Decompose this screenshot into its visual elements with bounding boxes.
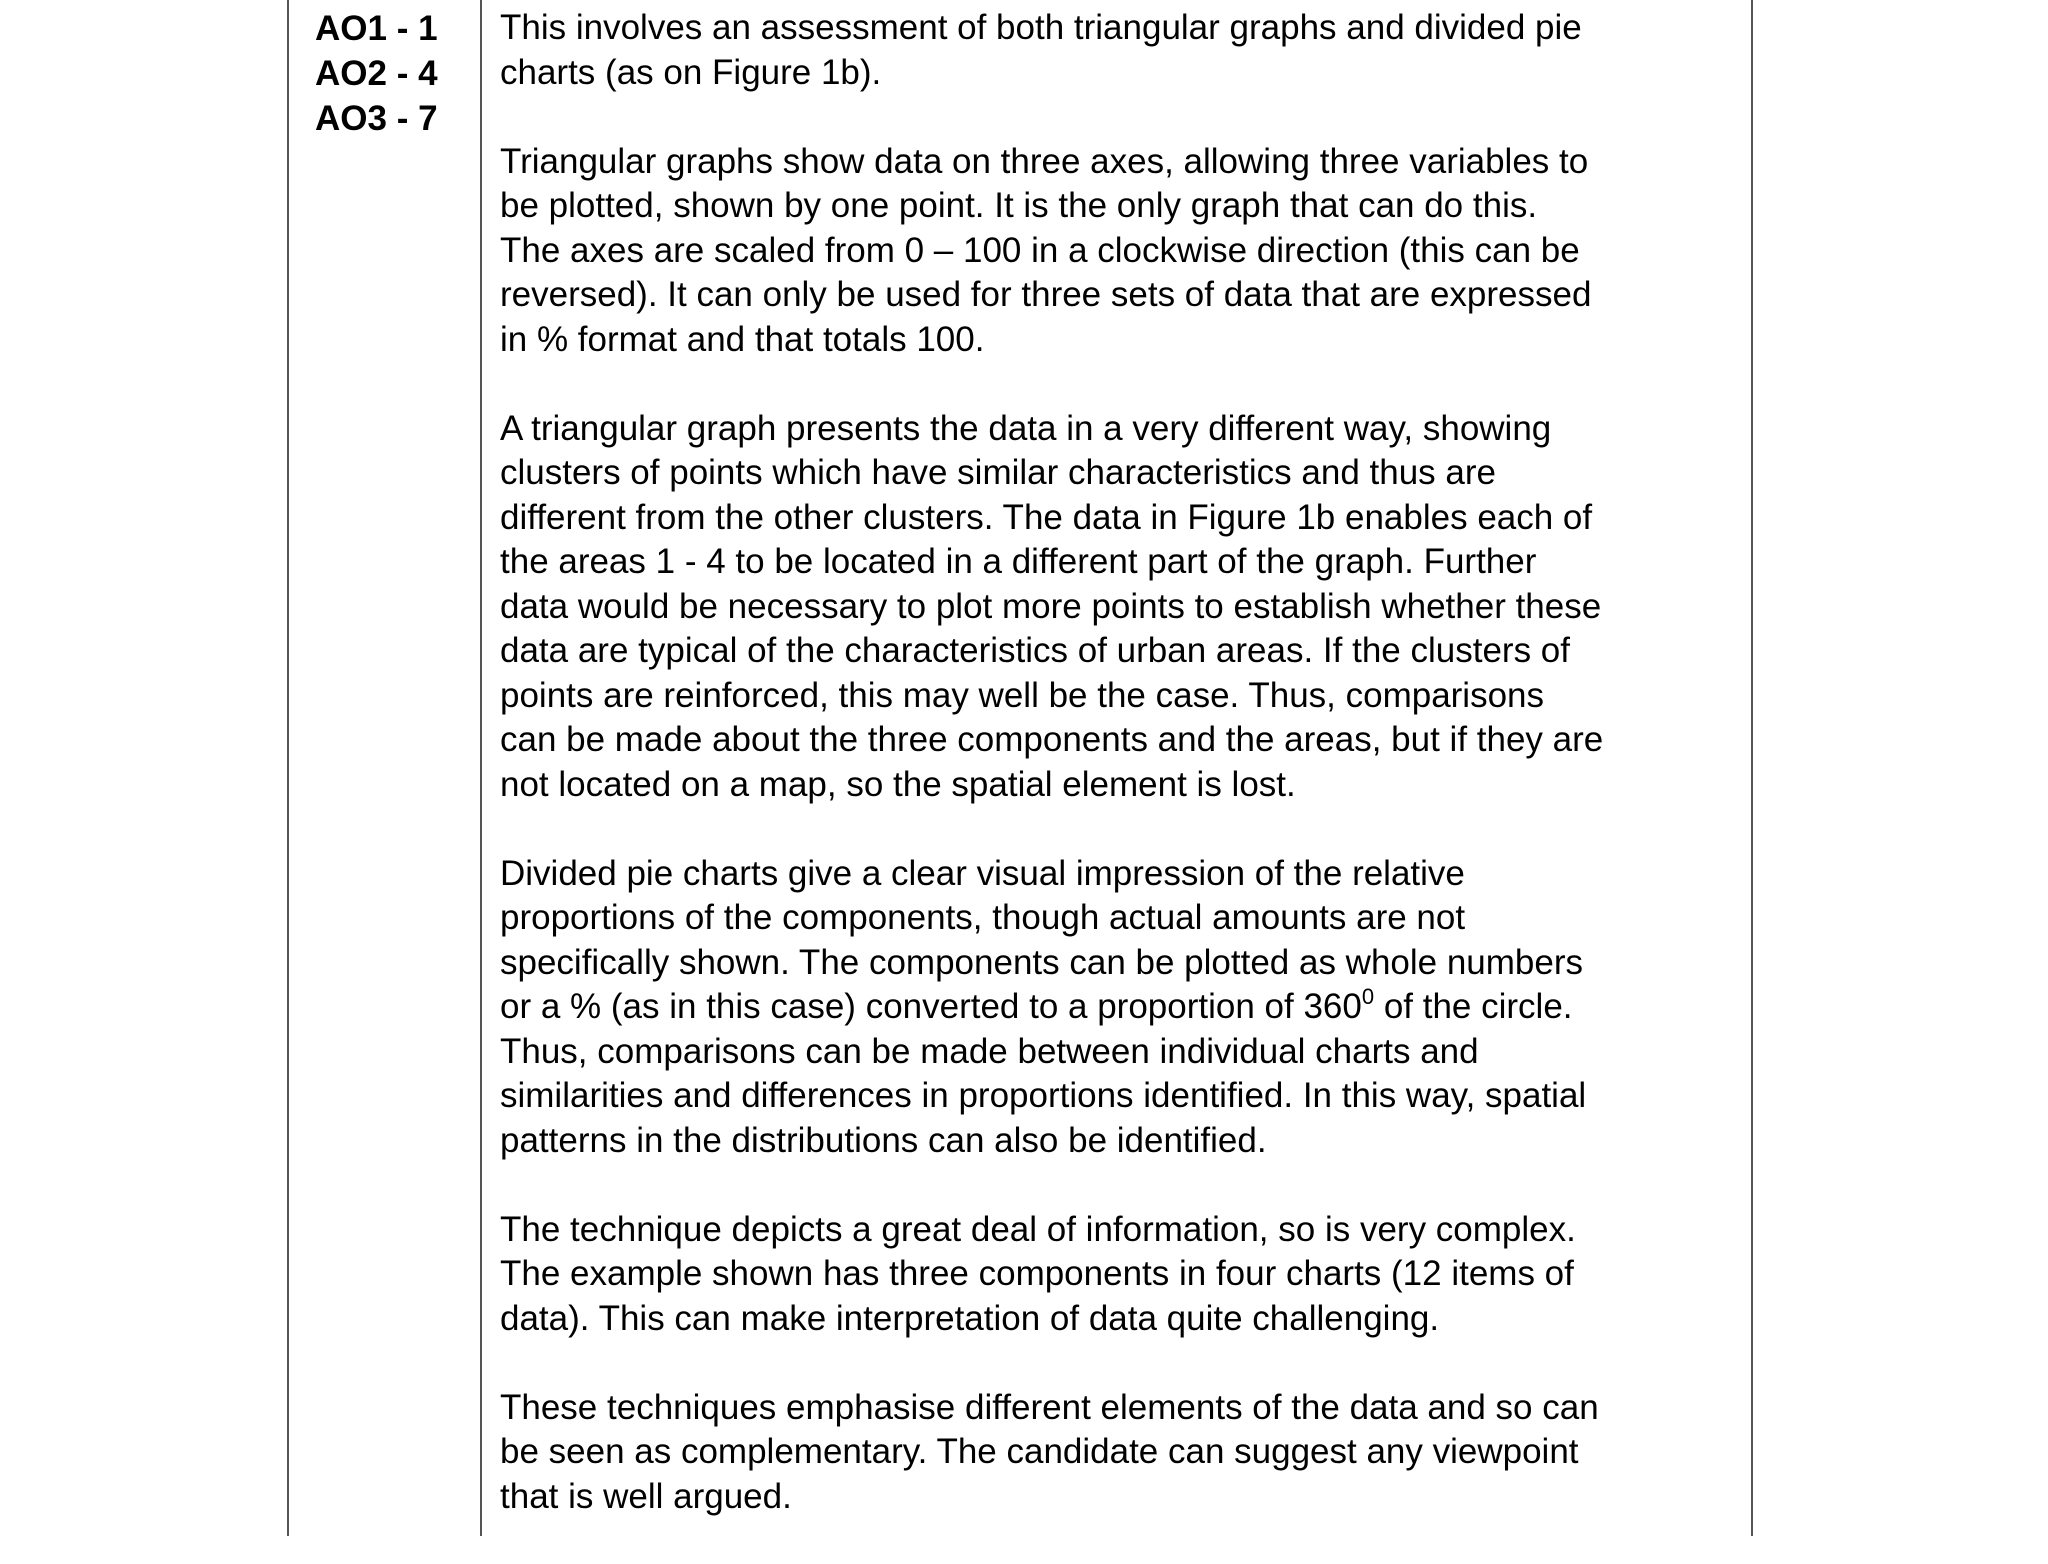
ao3-mark: AO3 - 7 [315,99,438,138]
text-segment: of the circle. [1374,987,1573,1026]
text-line: This involves an assessment of both triangular graphs and divided pie [500,8,1582,47]
text-line: data). This can make interpretation of data quite challenging. [500,1298,1440,1338]
column-divider [480,0,482,1536]
text-line: Triangular graphs show data on three axes, allowing three variables to [500,141,1589,181]
text-line: specifically shown. The components can be plotted as whole numbers [500,942,1584,982]
mark-scheme-content [500,6,1740,1564]
paragraph-conclusion [500,1386,1740,1520]
text-line: not located on a map, so the spatial element is lost. [500,764,1296,804]
text-line: patterns in the distributions can also be identified. [500,1120,1267,1160]
text-line: These techniques emphasise different elements of the data and so can [500,1387,1599,1427]
degree-superscript: 0 [1361,984,1375,1009]
text-line: clusters of points which have similar characteristics and thus are [500,453,1496,492]
text-line: charts (as on Figure 1b). [500,52,882,92]
text-line: Thus, comparisons can be made between individual charts and [500,1031,1479,1071]
text-line: different from the other clusters. The data in Figure 1b enables each of [500,497,1593,537]
ao1-mark: AO1 - 1 [315,9,438,48]
assessment-objectives-column [315,6,475,141]
text-line: The example shown has three components in four charts (12 items of [500,1254,1574,1293]
text-line: A triangular graph presents the data in a very different way, showing [500,408,1552,448]
text-line: reversed). It can only be used for three sets of data that are expressed [500,275,1592,314]
text-line: be seen as complementary. The candidate can suggest any viewpoint [500,1432,1579,1471]
paragraph-divided-pie-charts [500,852,1740,1164]
paragraph-intro [500,6,1740,95]
text-line: The axes are scaled from 0 – 100 in a clockwise direction (this can be [500,230,1580,270]
text-line-with-degree [500,985,1740,1030]
text-line: in % format and that totals 100. [500,319,985,359]
text-line: that is well argued. [500,1476,792,1516]
text-line: proportions of the components, though actual amounts are not [500,898,1466,937]
text-segment: or a % (as in this case) converted to a proportion of 360 [500,987,1362,1026]
text-line: can be made about the three components and the areas, but if they are [500,720,1604,759]
ao2-mark: AO2 - 4 [315,54,438,93]
text-line: Divided pie charts give a clear visual impression of the relative [500,853,1465,893]
text-line: be plotted, shown by one point. It is the only graph that can do this. [500,186,1538,225]
paragraph-triangular-presentation [500,407,1740,808]
text-line: points are reinforced, this may well be the case. Thus, comparisons [500,675,1545,715]
paragraph-technique-complexity [500,1208,1740,1342]
text-line: data are typical of the characteristics of urban areas. If the clusters of [500,631,1570,670]
paragraph-triangular-graphs [500,140,1740,363]
text-line: data would be necessary to plot more points to establish whether these [500,586,1602,626]
text-line: similarities and differences in proportions identified. In this way, spatial [500,1076,1587,1115]
text-line: The technique depicts a great deal of information, so is very complex. [500,1209,1576,1249]
text-line: the areas 1 - 4 to be located in a different part of the graph. Further [500,542,1537,581]
